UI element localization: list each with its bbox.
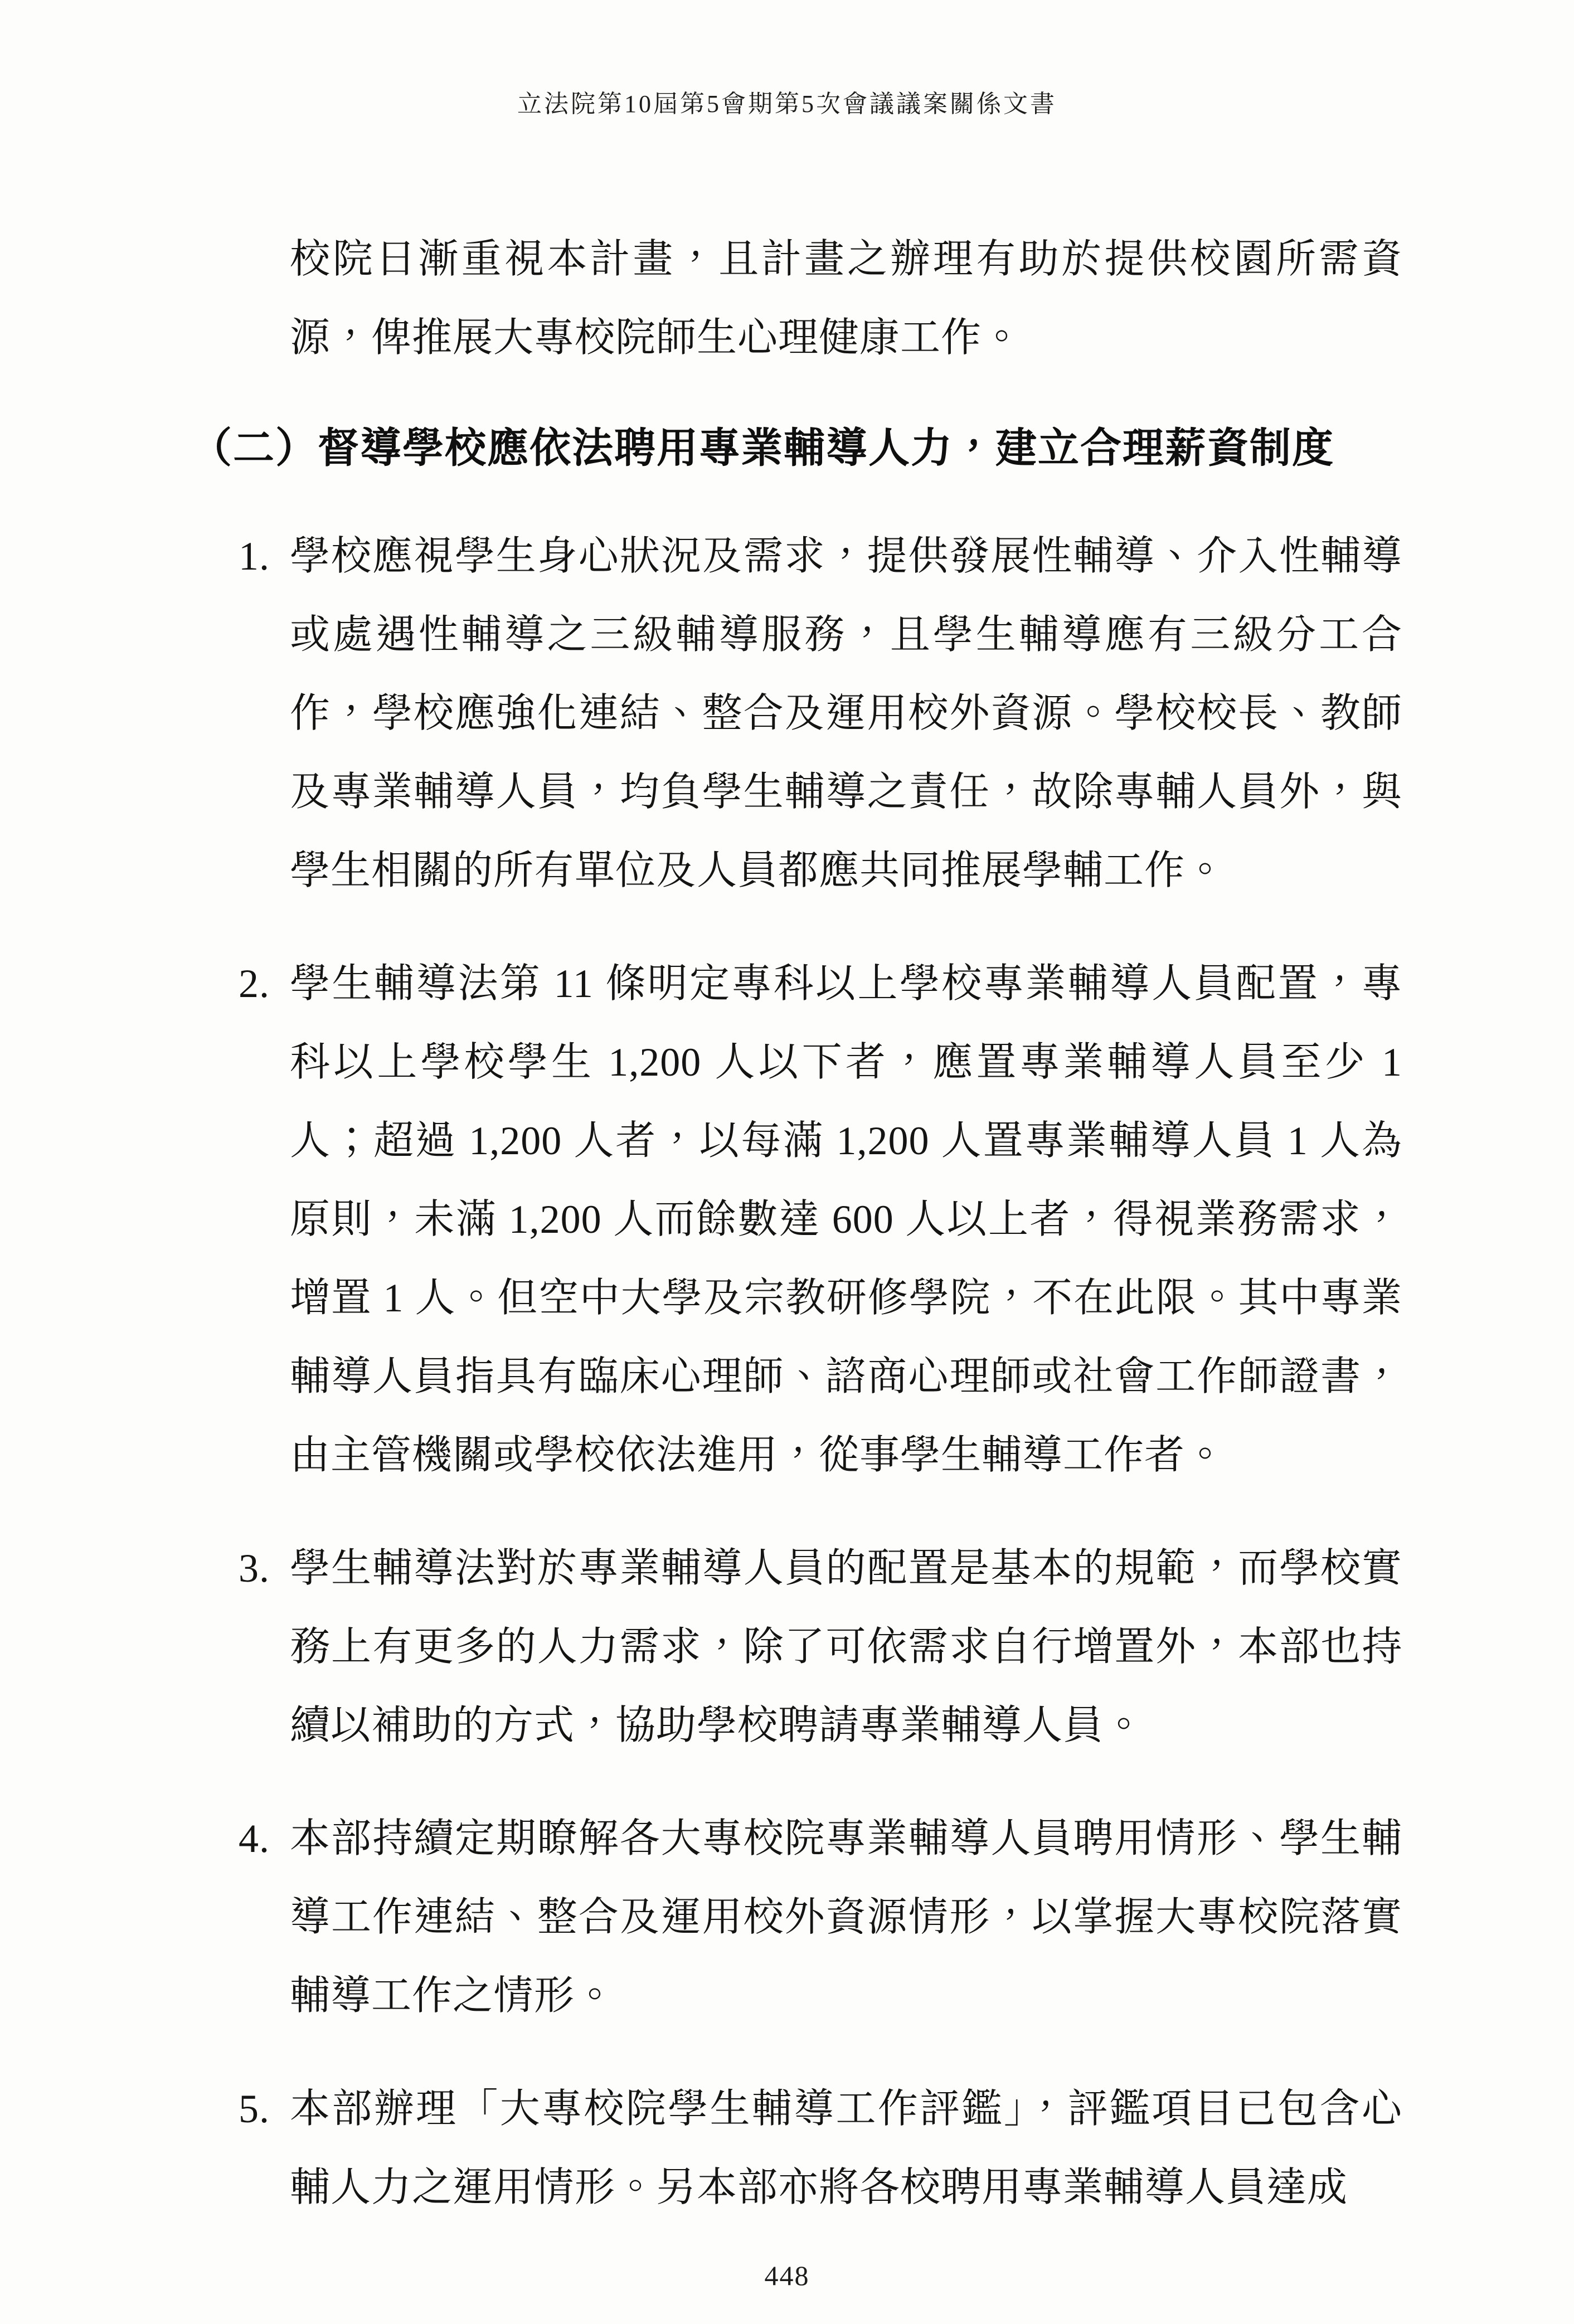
numbered-item [191,2070,1402,2227]
document-body [191,220,1402,2227]
numbered-item [191,1800,1402,2035]
numbered-item [191,1529,1402,1765]
item-number: 3. [239,1546,270,1591]
intro-paragraph: 校院日漸重視本計畫，且計畫之辦理有助於提供校園所需資源，俾推展大專校院師生心理健康工作。 [290,237,1402,360]
numbered-item [191,517,1402,910]
numbered-item [191,945,1402,1495]
item-number: 1. [239,534,270,578]
item-number: 4. [239,1816,270,1861]
item-text: 本部持續定期瞭解各大專校院專業輔導人員聘用情形、學生輔導工作連結、整合及運用校外資源情形，以掌握大專校院落實輔導工作之情形。 [290,1816,1402,2018]
item-text: 本部辦理「大專校院學生輔導工作評鑑」，評鑑項目已包含心輔人力之運用情形。另本部亦將各校聘用專業輔導人員達成 [290,2087,1402,2210]
section-heading: （二）督導學校應依法聘用專業輔導人力，建立合理薪資制度 [191,426,1334,471]
item-number: 5. [239,2087,270,2131]
item-text: 學生輔導法對於專業輔導人員的配置是基本的規範，而學校實務上有更多的人力需求，除了可依需求自行增置外，本部也持續以補助的方式，協助學校聘請專業輔導人員。 [290,1546,1402,1748]
item-text: 學校應視學生身心狀況及需求，提供發展性輔導、介入性輔導或處遇性輔導之三級輔導服務，且學生輔導應有三級分工合作，學校應強化連結、整合及運用校外資源。學校校長、教師及專業輔導人員，均負學生輔導之責任，故除專輔人員外，與學生相關的所有單位及人員都應共同推展學輔工作。 [290,534,1402,893]
numbered-list [191,517,1402,2227]
item-text: 學生輔導法第 11 條明定專科以上學校專業輔導人員配置，專科以上學校學生 1,200 人以下者，應置專業輔導人員至少 1 人；超過 1,200 人者，以每滿 1,200 人置專業輔導人員 1 人為原則，未滿 1,200 人而餘數達 600 人以上者，得視業務需求，增置 1 人。但空中大學及宗教研修學院，不在此限。其中專業輔導人員指具有臨床心理師、諮商心理師或社會工作師證書，由主管機關或學校依法進用，從事學生輔導工作者。 [290,961,1402,1477]
document-header-title: 立法院第10屆第5會期第5次會議議案關係文書 [517,90,1057,118]
page-number: 448 [764,2260,810,2291]
item-number: 2. [239,961,270,1006]
